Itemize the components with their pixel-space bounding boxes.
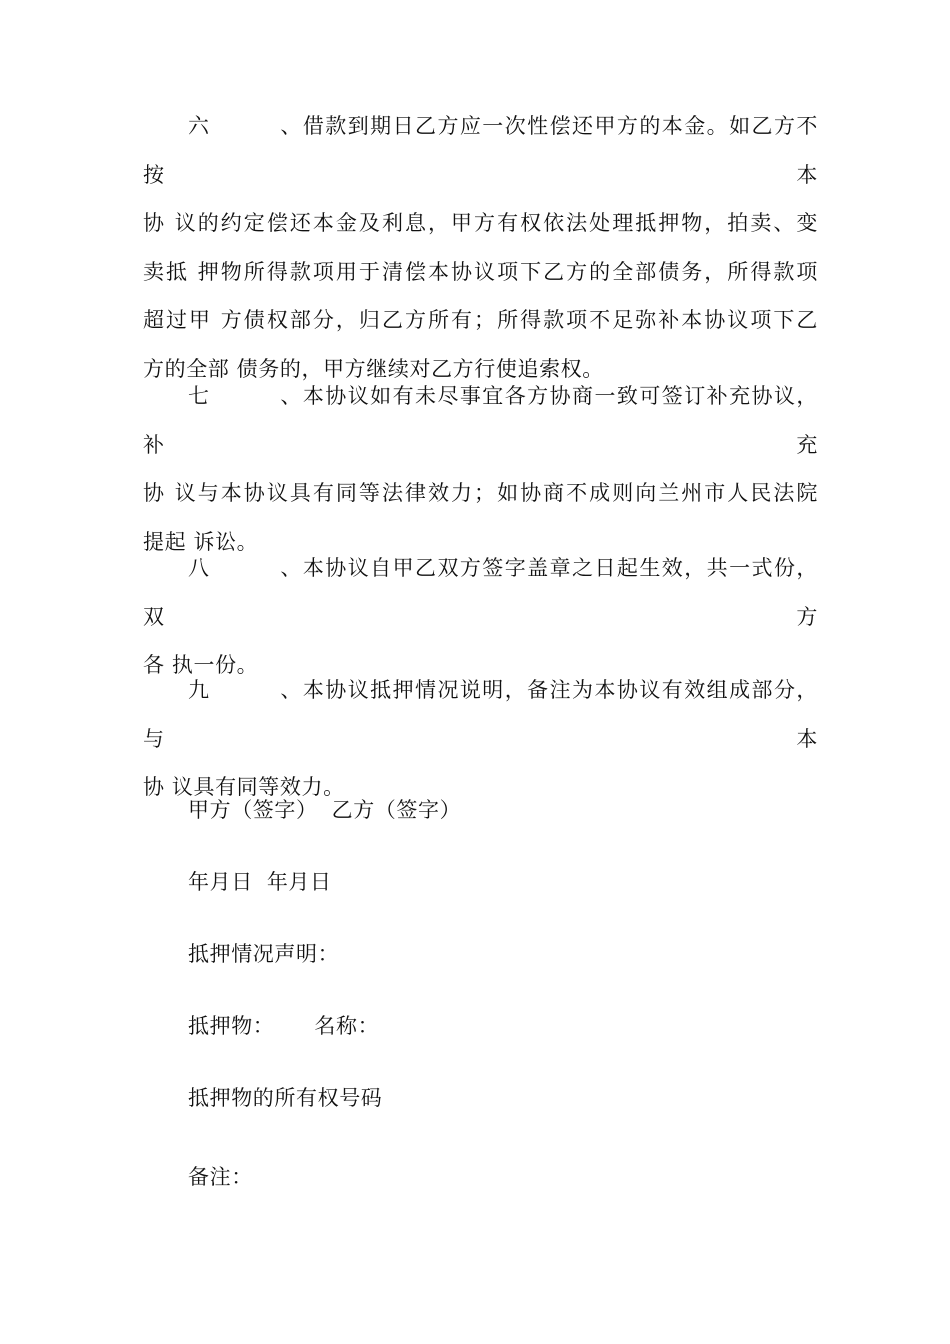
ownership-number-label: 抵押物的所有权号码 [188,1086,383,1110]
signature-line [188,795,461,825]
clause-6-text-1: 借款到期日乙方应一次性偿还甲方的本金。如乙方不按本 [143,114,818,187]
clause-9-line-2: 协 议具有同等效力。 [143,775,345,799]
clause-9-line-1 [143,666,818,763]
party-a-date: 年月日 [188,870,253,894]
clause-6-line-4: 超过甲 方债权部分，归乙方所有；所得款项不足弥补本协议项下乙 [143,308,818,332]
clause-7-text-1: 本协议如有未尽事宜各方协商一致可签订补充协议，补充 [143,384,818,457]
party-a-signature: 甲方（签字） [188,798,318,822]
clause-6-line-5: 方的全部 债务的，甲方继续对乙方行使追索权。 [143,356,604,381]
clause-7-number: 七、 [188,384,302,408]
clause-7 [143,372,818,566]
collateral-line [188,1011,379,1041]
party-b-date: 年月日 [266,870,332,894]
clause-7-line-2: 协 议与本协议具有同等法律效力；如协商不成则向兰州市人民法院 [143,481,818,505]
clause-6-line-1 [143,102,818,199]
clause-9-number: 九、 [188,678,302,702]
clause-6 [143,102,818,393]
collateral-name-label: 名称： [314,1014,380,1038]
statement-heading: 抵押情况声明： [188,942,340,966]
clause-7-line-3: 提起 诉讼。 [143,529,259,554]
clause-7-line-1 [143,372,818,469]
clause-8-line-1 [143,544,818,641]
clause-6-line-2: 协 议的约定偿还本金及利息，甲方有权依法处理抵押物，拍卖、变 [143,211,818,235]
clause-9 [143,666,818,812]
collateral-label: 抵押物： [188,1014,275,1038]
clause-6-line-3: 卖抵 押物所得款项用于清偿本协议项下乙方的全部债务，所得款项 [143,259,818,284]
party-b-signature: 乙方（签字） [331,798,462,822]
clause-8-text-1: 本协议自甲乙双方签字盖章之日起生效，共一式份，双方 [143,556,818,629]
clause-9-text-1: 本协议抵押情况说明，备注为本协议有效组成部分，与本 [143,678,818,751]
date-line [188,867,332,897]
clause-8-number: 八、 [188,556,302,580]
remarks-label: 备注： [188,1165,253,1189]
clause-6-number: 六、 [188,114,302,138]
clause-8-line-2: 各 执一份。 [143,653,259,677]
